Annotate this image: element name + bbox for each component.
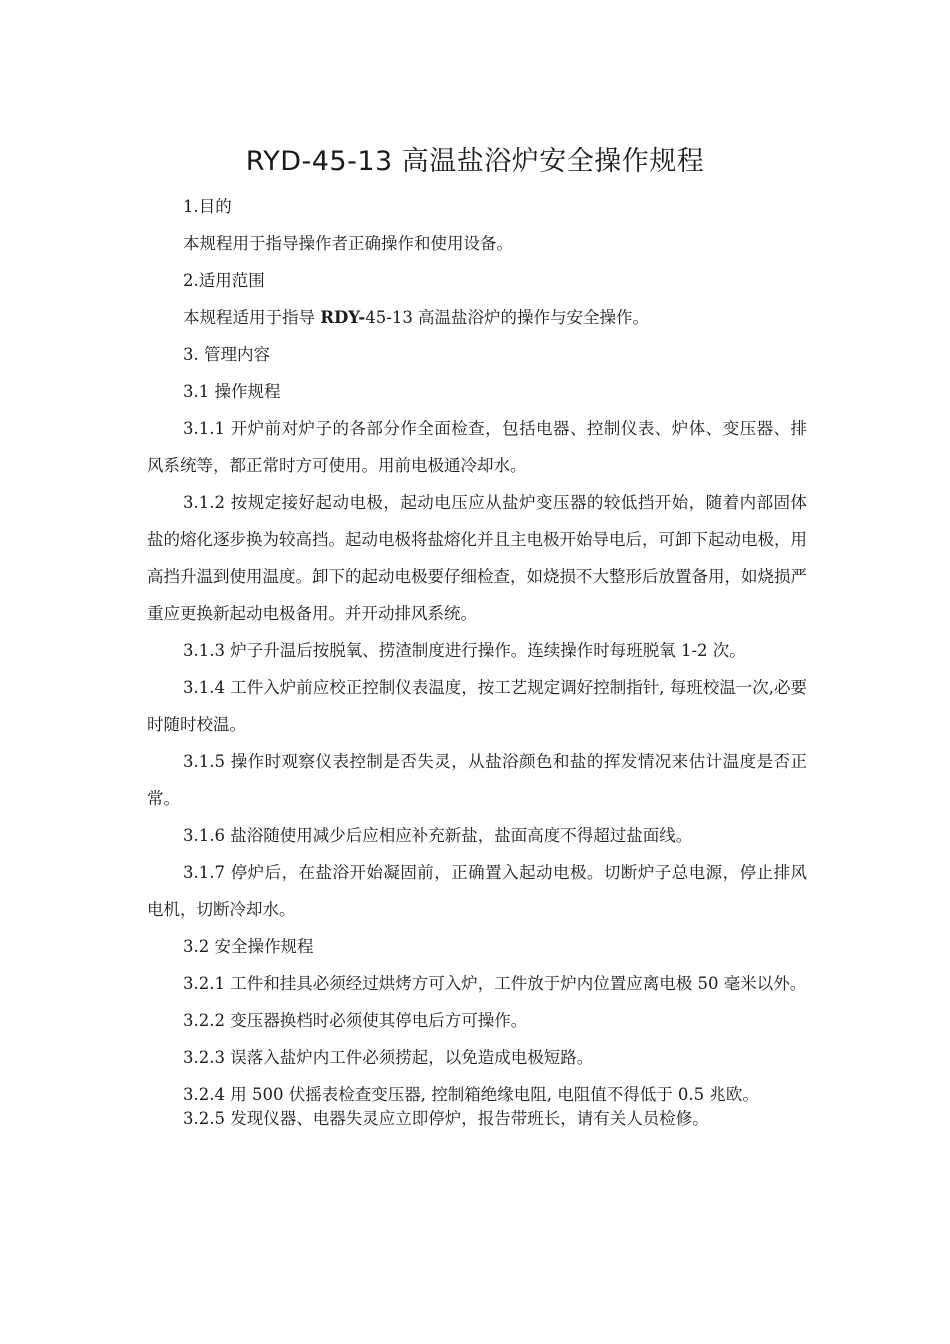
paragraph-3-1-4: 3.1.4 工件入炉前应校正控制仪表温度，按工艺规定调好控制指针, 每班校温一次,必要时随时校温。	[147, 678, 807, 734]
paragraph-3-1-1: 3.1.1 开炉前对炉子的各部分作全面检查，包括电器、控制仪表、炉体、变压器、排风系统等，都正常时方可使用。用前电极通冷却水。	[147, 419, 807, 475]
paragraph-3-1-3: 3.1.3 炉子升温后按脱氧、捞渣制度进行操作。连续操作时每班脱氧 1-2 次。	[183, 641, 746, 660]
paragraph-3-1-7: 3.1.7 停炉后，在盐浴开始凝固前，正确置入起动电极。切断炉子总电源，停止排风电机，切断冷却水。	[147, 863, 807, 919]
section-2-heading: 2.适用范围	[183, 271, 265, 290]
paragraph-3-2-3: 3.2.3 误落入盐炉内工件必须捞起，以免造成电极短路。	[183, 1048, 594, 1067]
section-2-text	[147, 299, 807, 336]
paragraph-3-2-2: 3.2.2 变压器换档时必须使其停电后方可操作。	[183, 1011, 528, 1030]
section-3-2-heading: 3.2 安全操作规程	[183, 937, 314, 956]
paragraph-3-2-5: 3.2.5 发现仪器、电器失灵应立即停炉，报告带班长，请有关人员检修。	[183, 1109, 709, 1128]
paragraph-3-2-4: 3.2.4 用 500 伏摇表检查变压器, 控制箱绝缘电阻, 电阻值不得低于 0.5 兆欧。	[183, 1085, 759, 1104]
section-1-text: 本规程用于指导操作者正确操作和使用设备。	[183, 234, 513, 253]
section-3-1-heading: 3.1 操作规程	[183, 382, 281, 401]
paragraph-3-1-6: 3.1.6 盐浴随使用减少后应相应补充新盐，盐面高度不得超过盐面线。	[183, 826, 693, 845]
section-2-text-before: 本规程适用于指导	[183, 308, 321, 327]
section-2-text-after: 45-13 高温盐浴炉的操作与安全操作。	[365, 308, 650, 327]
paragraph-3-2-1: 3.2.1 工件和挂具必须经过烘烤方可入炉，工件放于炉内位置应离电极 50 毫米以外。	[183, 974, 807, 993]
paragraph-3-1-5: 3.1.5 操作时观察仪表控制是否失灵，从盐浴颜色和盐的挥发情况来估计温度是否正常。	[147, 752, 807, 808]
section-2-text-bold: RDY-	[320, 308, 366, 327]
section-1-heading: 1.目的	[183, 197, 232, 216]
document-title: RYD-45-13 高温盐浴炉安全操作规程	[245, 146, 705, 177]
section-3-heading: 3. 管理内容	[183, 345, 270, 364]
document-body	[147, 188, 807, 1131]
paragraph-3-1-2: 3.1.2 按规定接好起动电极，起动电压应从盐炉变压器的较低挡开始，随着内部固体盐的熔化逐步换为较高挡。起动电极将盐熔化并且主电极开始导电后，可卸下起动电极，用高挡升温到使用温度。卸下的起动电极要仔细检查，如烧损不大整形后放置备用，如烧损严重应更换新起动电极备用。并开动排风系统。	[147, 493, 807, 623]
